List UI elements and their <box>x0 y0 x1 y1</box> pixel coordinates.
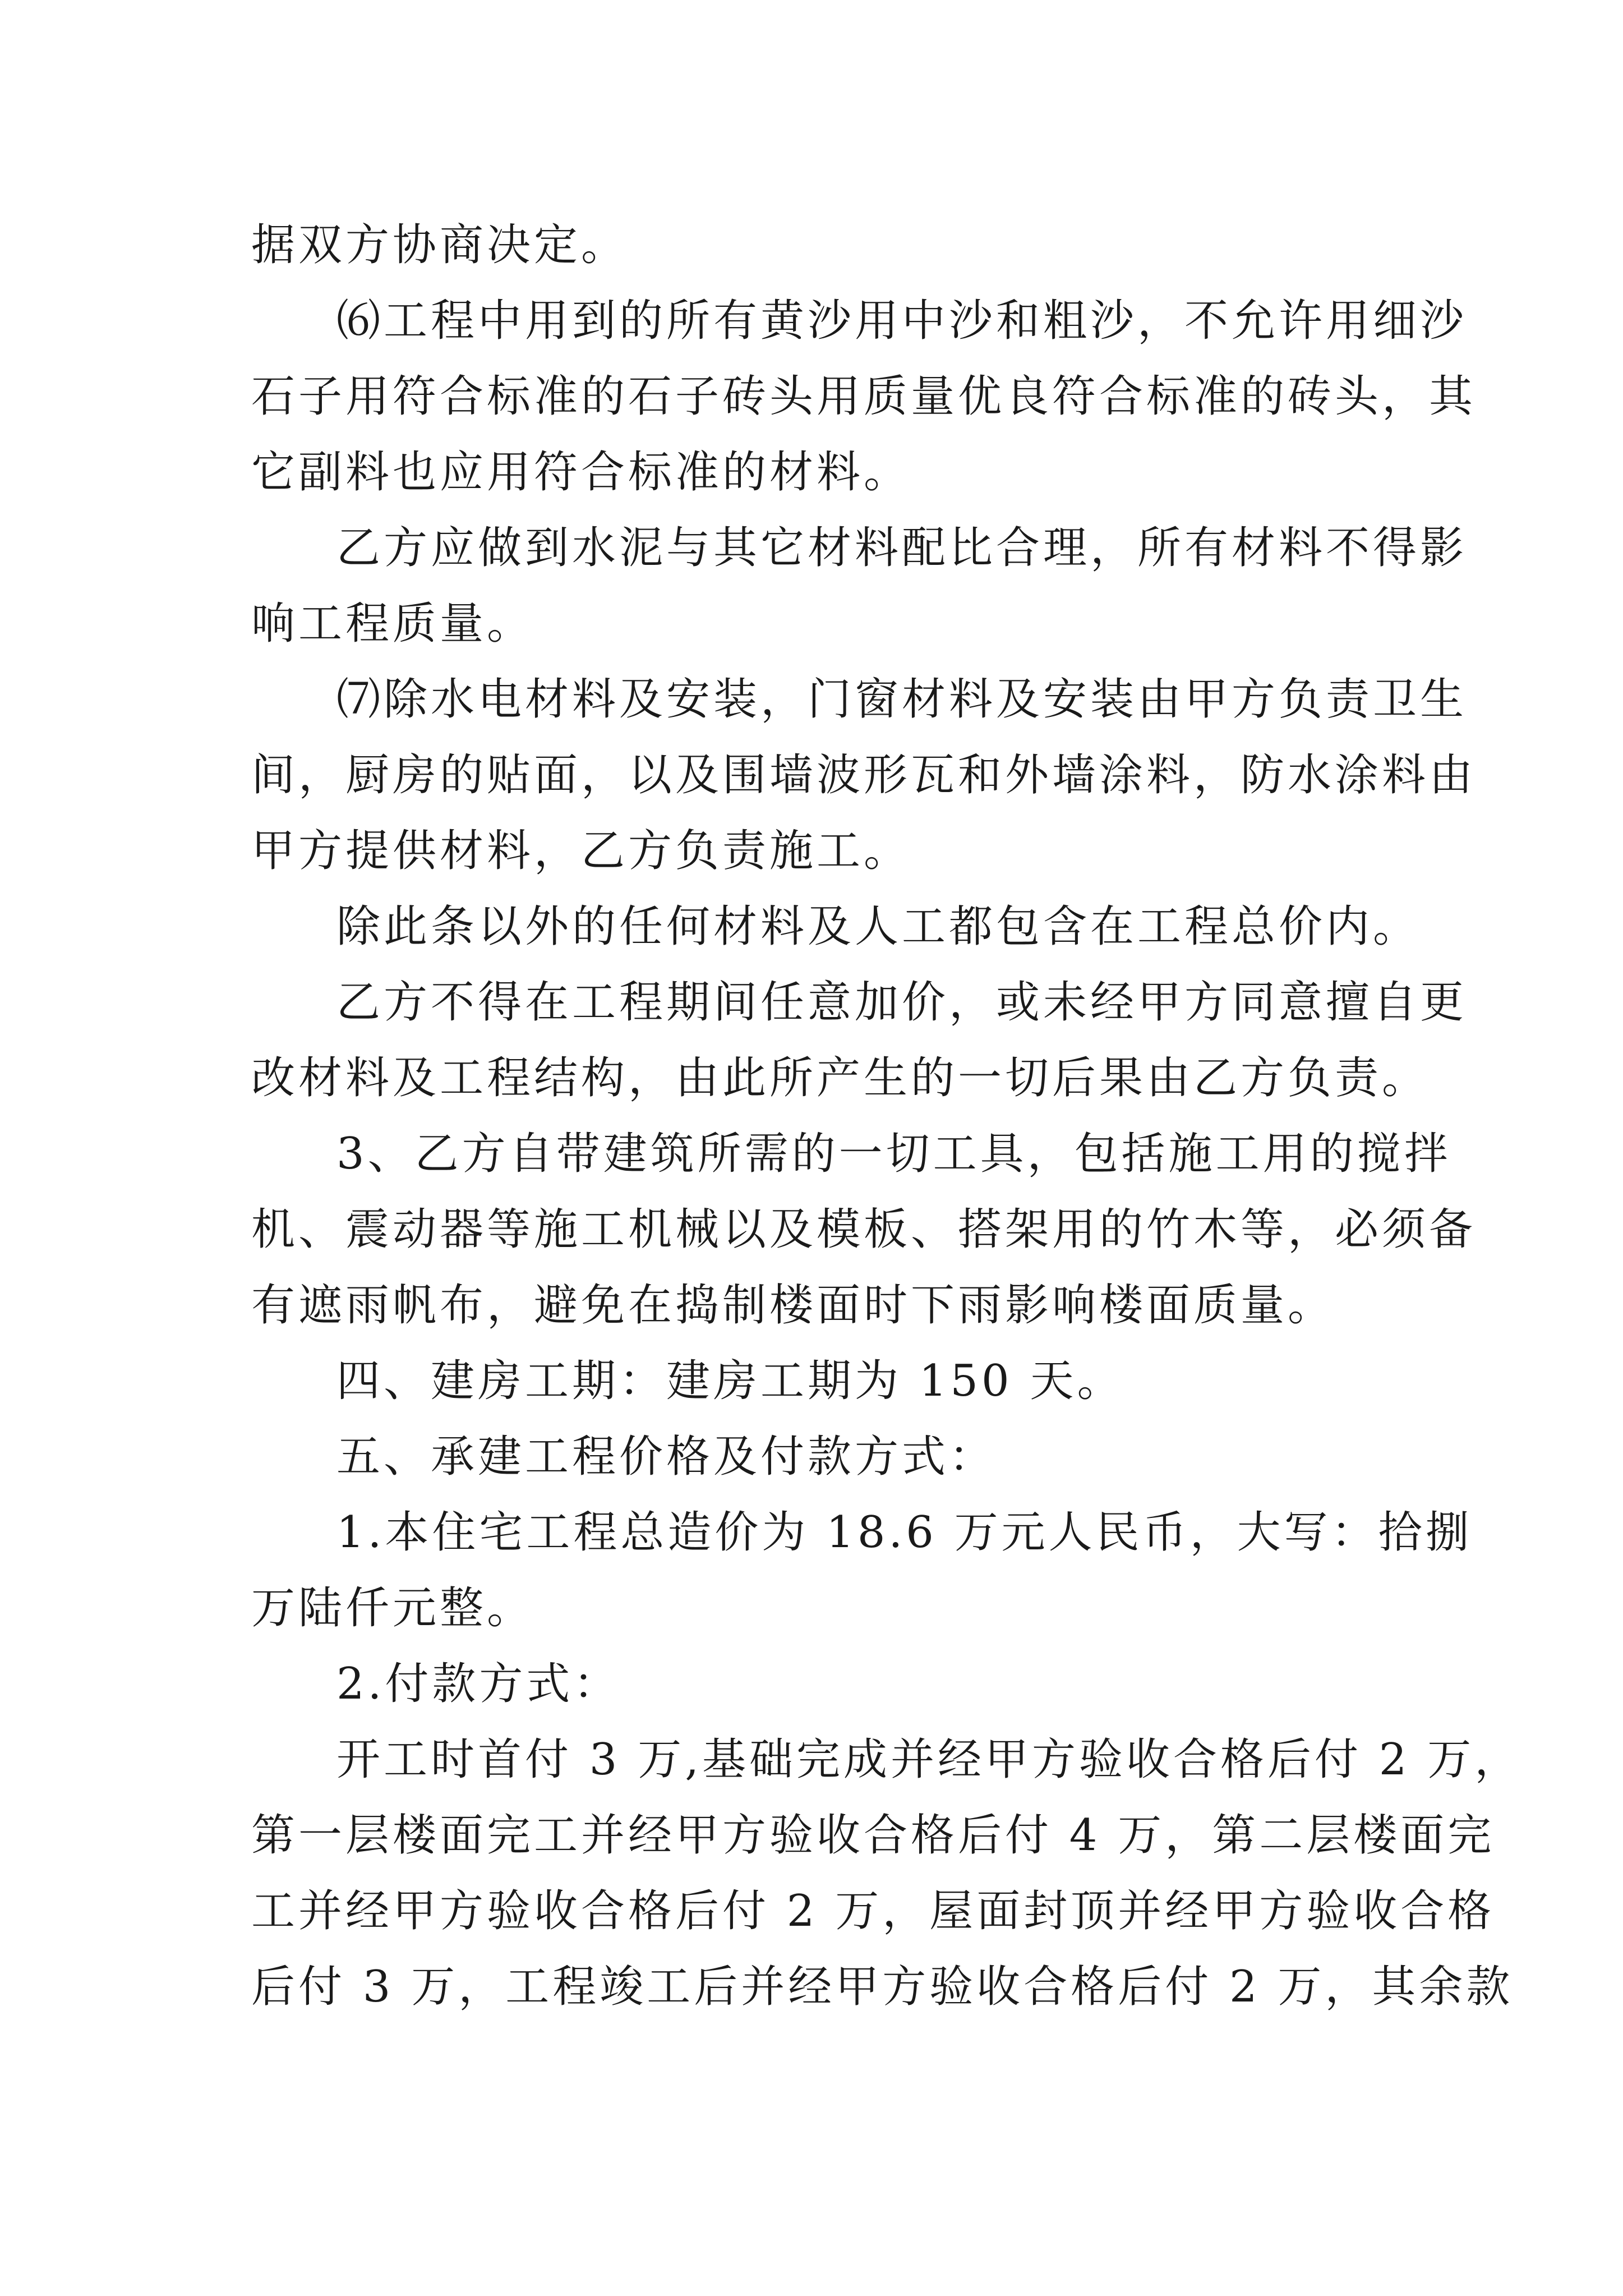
text-line: ⑺除水电材料及安装，门窗材料及安装由甲方负责卫生 <box>336 674 1468 725</box>
text-line: 工并经甲方验收合格后付 2 万，屋面封顶并经甲方验收合格 <box>251 1886 1495 1936</box>
text-line: 它副料也应用符合标准的材料。 <box>251 447 911 498</box>
text-line: 改材料及工程结构，由此所产生的一切后果由乙方负责。 <box>251 1053 1430 1103</box>
text-line: 3、乙方自带建筑所需的一切工具，包括施工用的搅拌 <box>336 1129 1451 1179</box>
text-line: 万陆仟元整。 <box>251 1583 534 1634</box>
text-line: 乙方不得在工程期间任意加价，或未经甲方同意擅自更 <box>336 977 1468 1028</box>
text-line: 后付 3 万，工程竣工后并经甲方验收合格后付 2 万，其余款 <box>251 1962 1514 2012</box>
text-line: 第一层楼面完工并经甲方验收合格后付 4 万，第二层楼面完 <box>251 1810 1495 1861</box>
text-line: 据双方协商决定。 <box>251 220 629 270</box>
text-line: 石子用符合标准的石子砖头用质量优良符合标准的砖头，其 <box>251 371 1477 422</box>
text-line: 除此条以外的任何材料及人工都包含在工程总价内。 <box>336 901 1421 952</box>
text-line: 1.本住宅工程总造价为 18.6 万元人民币，大写：拾捌 <box>336 1507 1473 1558</box>
text-line: 间，厨房的贴面，以及围墙波形瓦和外墙涂料，防水涂料由 <box>251 750 1477 800</box>
document-body <box>251 208 1522 2025</box>
text-line: 响工程质量。 <box>251 599 534 649</box>
text-line: 有遮雨帆布，避免在捣制楼面时下雨影响楼面质量。 <box>251 1280 1335 1331</box>
text-line: 机、震动器等施工机械以及模板、搭架用的竹木等，必须备 <box>251 1204 1477 1255</box>
text-line: 甲方提供材料，乙方负责施工。 <box>251 826 911 876</box>
text-line: 乙方应做到水泥与其它材料配比合理，所有材料不得影 <box>336 523 1468 573</box>
text-line: 2.付款方式： <box>336 1659 621 1709</box>
text-line: 五、承建工程价格及付款方式： <box>336 1432 997 1482</box>
text-line: 开工时首付 3 万,基础完成并经甲方验收合格后付 2 万， <box>336 1734 1522 1785</box>
text-line: 四、建房工期：建房工期为 150 天。 <box>336 1356 1124 1406</box>
text-line: ⑹工程中用到的所有黄沙用中沙和粗沙，不允许用细沙 <box>336 296 1468 346</box>
